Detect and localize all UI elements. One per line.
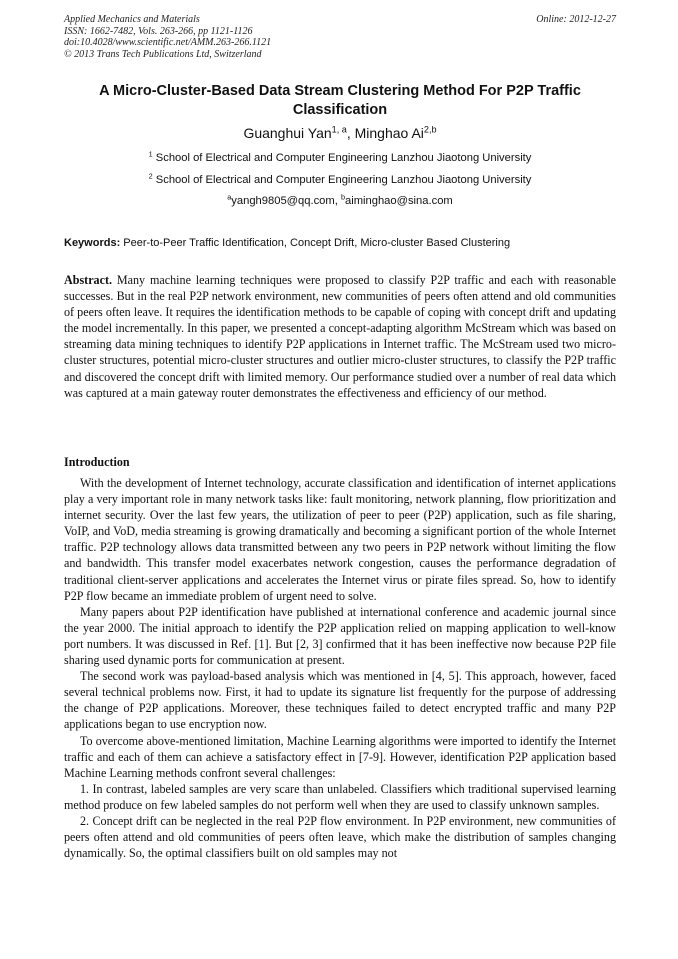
keywords-text: Peer-to-Peer Traffic Identification, Concept Drift, Micro-cluster Based Clustering: [120, 237, 511, 249]
keywords: [64, 236, 616, 250]
author-name: Guanghui Yan: [243, 125, 332, 141]
email-mark: a: [227, 192, 232, 202]
paragraph: The second work was payload-based analysis which was mentioned in [4, 5]. This approach, however, faced several technical problems now. First, it had to update its signature list frequently for the purpose of addressing the change of P2P applications. Moreover, these techniques failed to detect encrypted traffic and many P2P applications began to use encryption now.: [64, 669, 616, 732]
affiliation-2: [64, 173, 616, 187]
copyright-line: © 2013 Trans Tech Publications Ltd, Switzerland: [64, 48, 262, 60]
email-mark: b: [340, 192, 345, 202]
abstract-label: Abstract.: [64, 273, 113, 287]
paragraph: With the development of Internet technology, accurate classification and identification of internet applications play a very important role in many network tasks like: fault monitoring, network planning, flow prioritization and internet security. Over the last few years, the utilization of peer to peer (P2P) application, such as file sharing, VoIP, and VoD, media streaming is growing dramatically and becoming a significant portion of the whole Internet traffic. P2P technology allows data transmitted between any two peers in P2P network without limiting the flow and bandwidth. This transfer model exacerbates network congestion, causes the performance degradation of traditional client-server applications and accelerates the Internet virus or pirate files spread. So, how to identify P2P flow became an immediate problem of urgent need to solve.: [64, 476, 616, 603]
journal-header: [64, 14, 616, 60]
paper-title: A Micro-Cluster-Based Data Stream Clustering Method For P2P Traffic Classification: [99, 83, 581, 118]
paragraph: 2. Concept drift can be neglected in the real P2P flow environment. In P2P environment, new communities of peers often attend and old communities of peers often leave, which make the distribution of samples changing dynamically. So, the optimal classifiers built on old samples may not: [64, 813, 616, 861]
email-address[interactable]: yangh9805@qq.com,: [231, 195, 341, 207]
affiliation-text: School of Electrical and Computer Engineering Lanzhou Jiaotong University: [152, 152, 532, 164]
abstract-text: Many machine learning techniques were proposed to classify P2P traffic and each with reasonable successes. But in the real P2P network environment, new communities of peers often attend and old communities of peers often leave. It requires the identification methods to be capable of coping with concept drift and updating the model incrementally. In this paper, we presented a concept-adapting algorithm McStream which was based on streaming data mining techniques to identify P2P applications in Internet traffic. The McStream used two micro-cluster structures, potential micro-cluster structures and outlier micro-cluster structures, to classify the P2P traffic and discovered the concept drift with limited memory. Our performance studied over a number of real data which was captured at a main gateway router demonstrates the effectiveness and efficiency of our method.: [64, 273, 616, 400]
affiliation-text: School of Electrical and Computer Engineering Lanzhou Jiaotong University: [152, 174, 532, 186]
author-line: [64, 124, 616, 142]
email-line: [64, 194, 616, 208]
paragraph: To overcome above-mentioned limitation, Machine Learning algorithms were imported to identify the Internet traffic and each of them can achieve a satisfactory effect in [7-9]. However, identification P2P application based Machine Learning methods confront several challenges:: [64, 733, 616, 780]
paragraph: 1. In contrast, labeled samples are very scare than unlabeled. Classifiers which traditional supervised learning method produce on few labeled samples do not perform well when they are used to classify unknown samples.: [64, 781, 616, 812]
author-affiliation-mark: 2,b: [423, 124, 437, 135]
author-affiliation-mark: 1, a: [331, 124, 347, 135]
section-heading-introduction: Introduction: [64, 455, 130, 469]
author-separator: ,: [346, 125, 355, 141]
keywords-label: Keywords:: [64, 237, 121, 249]
issn-line: ISSN: 1662-7482, Vols. 263-266, pp 1121-1126: [64, 25, 253, 37]
paragraph: Many papers about P2P identification have published at international conference and academic journal since the year 2000. The initial approach to identify the P2P application relied on mapping application to well-know port numbers. It was discussed in Ref. [1]. But [2, 3] confirmed that it has been ineffective now because P2P file sharing used dynamic ports for communication at present.: [64, 604, 616, 668]
affiliation-mark: 1: [148, 149, 153, 159]
journal-name: Applied Mechanics and Materials: [64, 14, 200, 25]
online-date: Online: 2012-12-27: [536, 14, 616, 25]
abstract: [64, 272, 616, 401]
affiliation-mark: 2: [148, 171, 153, 181]
affiliation-1: [64, 151, 616, 165]
email-address[interactable]: aiminghao@sina.com: [344, 195, 453, 207]
author-name: Minghao Ai: [354, 125, 424, 141]
introduction-body: [64, 475, 616, 861]
doi-line[interactable]: doi:10.4028/www.scientific.net/AMM.263-266.1121: [64, 37, 272, 48]
